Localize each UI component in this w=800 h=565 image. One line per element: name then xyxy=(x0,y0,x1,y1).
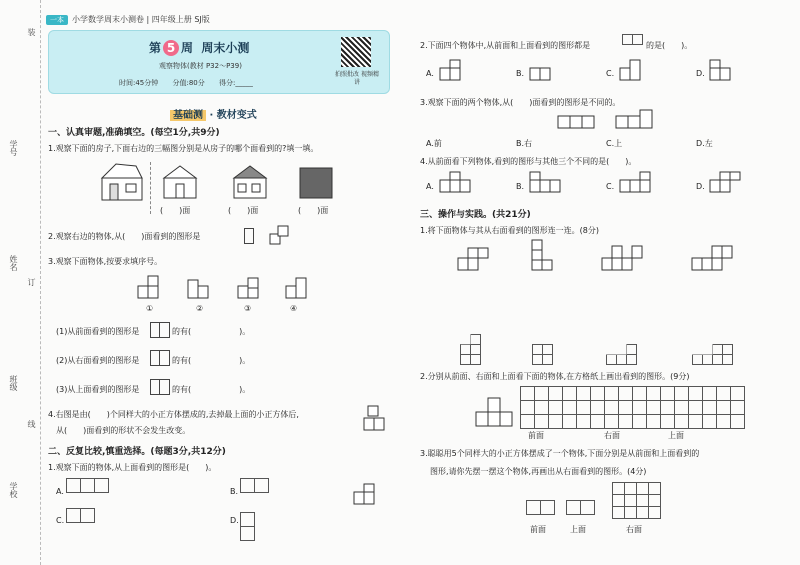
q10-caption-front: 前面 xyxy=(528,431,544,440)
q11-text: 3.聪聪用5个同样大的小正方体摆成了一个物体,下面分别是从前面和上面看到的 xyxy=(420,449,700,458)
spine-fold-1: 装 xyxy=(27,28,36,36)
q9-text: 1.将下面物体与其从右面看到的图形连一连。(8分) xyxy=(420,226,599,235)
q4-object-figure xyxy=(362,404,392,434)
q6-option-d[interactable]: D. xyxy=(696,69,705,78)
q3a-text: (1)从前面看到的图形是 xyxy=(56,327,140,336)
section-1-heading: 一、认真审题,准确填空。(每空1分,共9分) xyxy=(48,128,220,138)
q6-text-tail: 的是( )。 xyxy=(646,41,693,50)
q1-blank-3[interactable]: ( )面 xyxy=(298,206,329,215)
q7-option-a[interactable]: A.前 xyxy=(426,139,442,148)
section-3-heading: 三、操作与实践。(共21分) xyxy=(420,210,531,220)
subtitle: 观察物体(教材 P32～P39) xyxy=(159,62,242,70)
q3-object-1 xyxy=(136,276,166,302)
house-figure xyxy=(98,162,144,202)
q3-object-2 xyxy=(186,276,216,302)
q7-option-c[interactable]: C.上 xyxy=(606,139,623,148)
q5-option-c-shape xyxy=(66,508,95,523)
q6-option-d-figure xyxy=(708,60,738,82)
q7-option-b[interactable]: B.右 xyxy=(516,139,533,148)
q9-view-2 xyxy=(532,344,553,365)
week-prefix: 第 xyxy=(149,41,162,55)
q11-text-2: 图形,请你先摆一摆这个物体,再画出从右面看到的图形。(4分) xyxy=(430,467,647,476)
q5-text: 1.观察下面的物体,从上面看到的图形是( )。 xyxy=(48,463,217,472)
q11-answer-grid[interactable] xyxy=(612,482,661,519)
spine-fold-3: 线 xyxy=(27,420,36,428)
q3b-text: (2)从右面看到的图形是 xyxy=(56,356,140,365)
q8-option-b-figure xyxy=(528,172,562,194)
q3c-shape xyxy=(150,379,170,395)
q7-option-d[interactable]: D.左 xyxy=(696,139,713,148)
brand-grade: 四年级上册 SJ版 xyxy=(151,15,210,24)
q3b-blank[interactable]: 的有( )。 xyxy=(172,356,251,365)
q2-object-figure xyxy=(268,222,290,246)
binding-margin xyxy=(0,0,41,565)
q5-option-d[interactable]: D. xyxy=(230,516,239,525)
q1-blank-1[interactable]: ( )面 xyxy=(160,206,191,215)
q3-object-4 xyxy=(284,276,314,302)
view-3-figure xyxy=(298,166,334,200)
divider xyxy=(150,162,151,214)
q11-caption-front: 前面 xyxy=(530,525,546,534)
view-1-figure xyxy=(162,164,198,200)
q8-option-d[interactable]: D. xyxy=(696,182,705,191)
q11-front-view xyxy=(526,500,555,515)
meta-row xyxy=(119,78,265,88)
q9-object-2 xyxy=(530,238,560,274)
week-suffix: 周 xyxy=(181,41,194,55)
q7-text: 3.观察下面的两个物体,从( )面看到的图形是不同的。 xyxy=(420,98,621,107)
spine-school-label: 学校 xyxy=(9,482,18,498)
brand-tag: 一本 xyxy=(46,15,68,25)
section-2-heading: 二、反复比较,慎重选择。(每题3分,共12分) xyxy=(48,447,226,457)
q5-option-c[interactable]: C. xyxy=(56,516,65,525)
spine-id-label: 学号 xyxy=(9,140,18,156)
q3b-shape xyxy=(150,350,170,366)
quiz-header xyxy=(48,30,390,94)
week-number-badge: 5 xyxy=(163,40,179,56)
brand-line: 一本 小学数学周末小测卷 | 四年级上册 SJ版 xyxy=(46,14,210,25)
q1-blank-2[interactable]: ( )面 xyxy=(228,206,259,215)
q2-text: 2.观察右边的物体,从( )面看到的图形是 xyxy=(48,232,201,241)
q9-object-1 xyxy=(456,244,492,274)
q3-label-3: ③ xyxy=(244,304,252,313)
q4-text: 4.右图是由( )个同样大的小正方体摆成的,去掉最上面的小正方体后, xyxy=(48,410,299,419)
q3-label-1: ① xyxy=(146,304,154,313)
q1-text: 1.观察下面的房子,下面右边的三幅图分别是从房子的哪个面看到的?填一填。 xyxy=(48,144,319,153)
q8-option-a[interactable]: A. xyxy=(426,182,434,191)
q10-grid-paper[interactable] xyxy=(520,386,745,429)
q11-top-view xyxy=(566,500,595,515)
q9-object-3 xyxy=(600,242,644,274)
q5-option-b[interactable]: B. xyxy=(230,487,239,496)
q9-view-4 xyxy=(692,344,733,365)
q6-option-b[interactable]: B. xyxy=(516,69,525,78)
q5-object-figure xyxy=(352,484,378,506)
banner-highlight: 基础测 xyxy=(170,110,206,121)
q6-option-a[interactable]: A. xyxy=(426,69,434,78)
view-2-figure xyxy=(232,164,268,200)
spine-class-label: 班级 xyxy=(9,375,18,391)
q6-option-c-figure xyxy=(618,60,648,82)
q3a-shape xyxy=(150,322,170,338)
got-label: 得分:_____ xyxy=(219,79,253,87)
time-label: 时间:45分钟 xyxy=(119,79,159,87)
q6-shape xyxy=(622,34,643,45)
title-text: 周末小测 xyxy=(201,41,250,55)
qr-code-icon[interactable] xyxy=(341,37,371,67)
q10-caption-top: 上面 xyxy=(668,431,684,440)
q5-option-d-shape xyxy=(240,512,255,541)
q2-shape xyxy=(244,228,254,244)
q6-text: 2.下面四个物体中,从前面和上面看到的图形都是 xyxy=(420,41,591,50)
q11-caption-top: 上面 xyxy=(570,525,586,534)
q5-option-a[interactable]: A. xyxy=(56,487,64,496)
page-title xyxy=(149,39,249,56)
q3c-text: (3)从上面看到的图形是 xyxy=(56,385,140,394)
section-banner xyxy=(170,106,257,121)
q3-label-4: ④ xyxy=(290,304,298,313)
q3-object-3 xyxy=(236,276,266,302)
q8-text: 4.从前面看下列物体,看到的图形与其他三个不同的是( )。 xyxy=(420,157,637,166)
q8-option-b[interactable]: B. xyxy=(516,182,525,191)
q10-caption-right: 右面 xyxy=(604,431,620,440)
score-label: 分值:80分 xyxy=(172,79,205,87)
brand-series: 小学数学周末小测卷 xyxy=(72,15,144,24)
q7-object-1 xyxy=(556,110,596,132)
spine-fold-2: 订 xyxy=(27,278,36,286)
q8-option-d-figure xyxy=(708,172,742,194)
q3a-blank[interactable]: 的有( )。 xyxy=(172,327,251,336)
q10-object-figure xyxy=(474,396,516,430)
q11-caption-right: 右面 xyxy=(626,525,642,534)
q7-object-2 xyxy=(614,110,654,132)
q5-option-b-shape xyxy=(240,478,269,493)
q3c-blank[interactable]: 的有( )。 xyxy=(172,385,251,394)
spine-name-label: 姓名 xyxy=(9,255,18,271)
q9-object-4 xyxy=(690,242,734,274)
q10-text: 2.分别从前面、右面和上面看下面的物体,在方格纸上画出看到的图形。(9分) xyxy=(420,372,690,381)
q8-option-a-figure xyxy=(438,172,472,194)
q9-view-3 xyxy=(606,344,637,365)
q8-option-c-figure xyxy=(618,172,652,194)
q4-text-2: 从( )面看到的形状不会发生改变。 xyxy=(56,426,191,435)
q8-option-c[interactable]: C. xyxy=(606,182,615,191)
qr-caption: 拍照批改 视频精讲 xyxy=(335,71,379,86)
q6-option-a-figure xyxy=(438,60,468,82)
q3-text: 3.观察下面物体,按要求填序号。 xyxy=(48,257,163,266)
q6-option-b-figure xyxy=(528,62,558,82)
q3-label-2: ② xyxy=(196,304,204,313)
banner-text: · 教材变式 xyxy=(209,110,257,121)
q9-view-1 xyxy=(460,334,481,365)
q6-option-c[interactable]: C. xyxy=(606,69,615,78)
q5-option-a-shape xyxy=(66,478,109,493)
